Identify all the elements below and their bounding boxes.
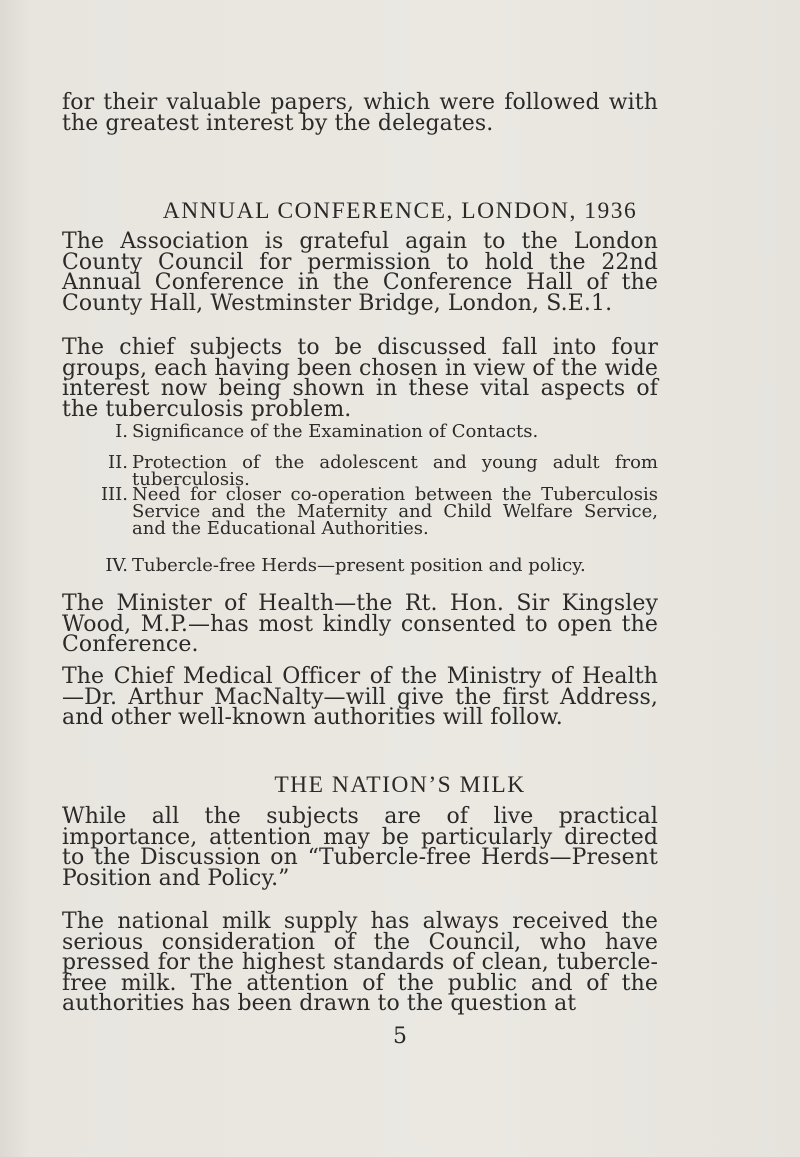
subject-text: Significance of the Examination of Contacts. (132, 421, 539, 442)
subject-list-item (98, 423, 658, 440)
milk-paragraph-2: The national milk supply has always received the serious consideration of the Council, who have pressed for the highest standards of clean, tubercle-free milk. The attention of the public and of the authorities has been drawn to the question at (62, 909, 658, 1016)
subject-list-item (98, 486, 658, 537)
conference-paragraph-3: The Minister of Health—the Rt. Hon. Sir Kingsley Wood, M.P.—has most kindly consented to open the Conference. (62, 591, 658, 657)
conference-paragraph-2: The chief subjects to be discussed fall into four groups, each having been chosen in view of the wide interest now being shown in these vital aspects of the tuberculosis problem. (62, 335, 658, 422)
conference-paragraph-4: The Chief Medical Officer of the Ministry of Health—Dr. Arthur MacNalty—will give the first Address, and other well-known authorities will follow. (62, 664, 658, 730)
conference-heading: ANNUAL CONFERENCE, LONDON, 1936 (162, 198, 638, 224)
subject-list-item (98, 557, 658, 574)
subject-number: II. (108, 452, 128, 473)
subject-number: I. (115, 421, 128, 442)
subject-list-item (98, 454, 658, 488)
milk-heading: THE NATION’S MILK (274, 772, 526, 798)
subject-text: Protection of the adolescent and young adult from tuberculosis. (132, 452, 658, 490)
subject-text: Tubercle-free Herds—present position and policy. (132, 555, 586, 576)
subject-number: IV. (105, 555, 128, 576)
page-number: 5 (393, 1024, 407, 1049)
subject-number: III. (100, 484, 128, 505)
milk-paragraph-1: While all the subjects are of live practical importance, attention may be particularly directed to the Discussion on “Tubercle-free Herds—Present Position and Policy.” (62, 804, 658, 891)
subject-text: Need for closer co-operation between the Tuberculosis Service and the Maternity and Child Welfare Service, and the Educational Authorities. (132, 484, 658, 539)
conference-paragraph-1: The Association is grateful again to the London County Council for permission to hold the 22nd Annual Conference in the Conference Hall of the County Hall, Westminster Bridge, London, S.E.1. (62, 229, 658, 316)
intro-paragraph: for their valuable papers, which were followed with the greatest interest by the delegates. (62, 90, 658, 136)
